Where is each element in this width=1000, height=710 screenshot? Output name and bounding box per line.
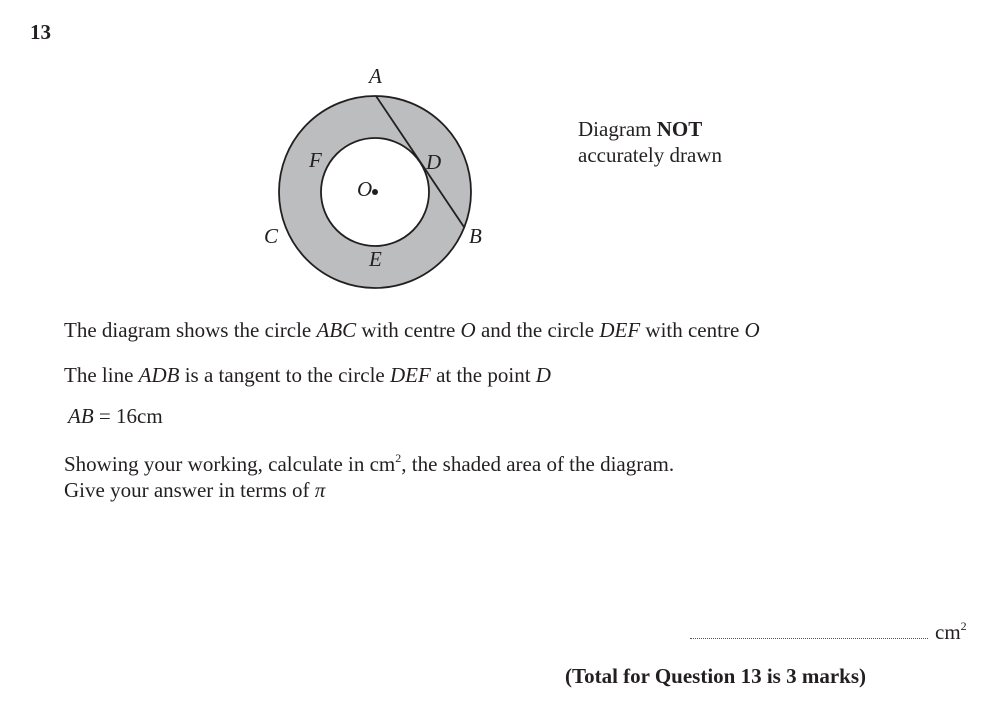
label-d: D xyxy=(426,150,442,174)
diagram-note xyxy=(578,116,722,168)
question-text-line-1: The diagram shows the circle ABC with centre O and the circle DEF with centre O xyxy=(64,318,760,342)
label-o: O xyxy=(357,177,373,201)
question-text-line-2: The line ADB is a tangent to the circle DEF at the point D xyxy=(64,363,551,387)
annulus-diagram xyxy=(240,55,520,305)
note-line-1: Diagram NOT xyxy=(578,117,703,141)
note-bold: NOT xyxy=(656,117,703,141)
note-line-2: accurately drawn xyxy=(578,143,722,167)
label-f: F xyxy=(309,148,322,172)
question-instruction-1: Showing your working, calculate in $cm^2$, the shaded area of the diagram. xyxy=(64,451,675,476)
total-marks: (Total for Question 13 is 3 marks) xyxy=(565,664,867,688)
answer-area[interactable] xyxy=(690,618,970,646)
answer-unit: $cm^2$ xyxy=(935,619,967,644)
label-a: A xyxy=(369,64,382,88)
given-length: AB = 16cm xyxy=(68,404,163,428)
question-instruction-2: Give your answer in terms of π xyxy=(64,478,326,502)
centre-point xyxy=(372,189,378,195)
label-e: E xyxy=(369,247,382,271)
label-b: B xyxy=(469,224,482,248)
answer-line[interactable] xyxy=(690,638,928,639)
question-number: 13 xyxy=(30,20,51,44)
label-c: C xyxy=(264,224,279,248)
